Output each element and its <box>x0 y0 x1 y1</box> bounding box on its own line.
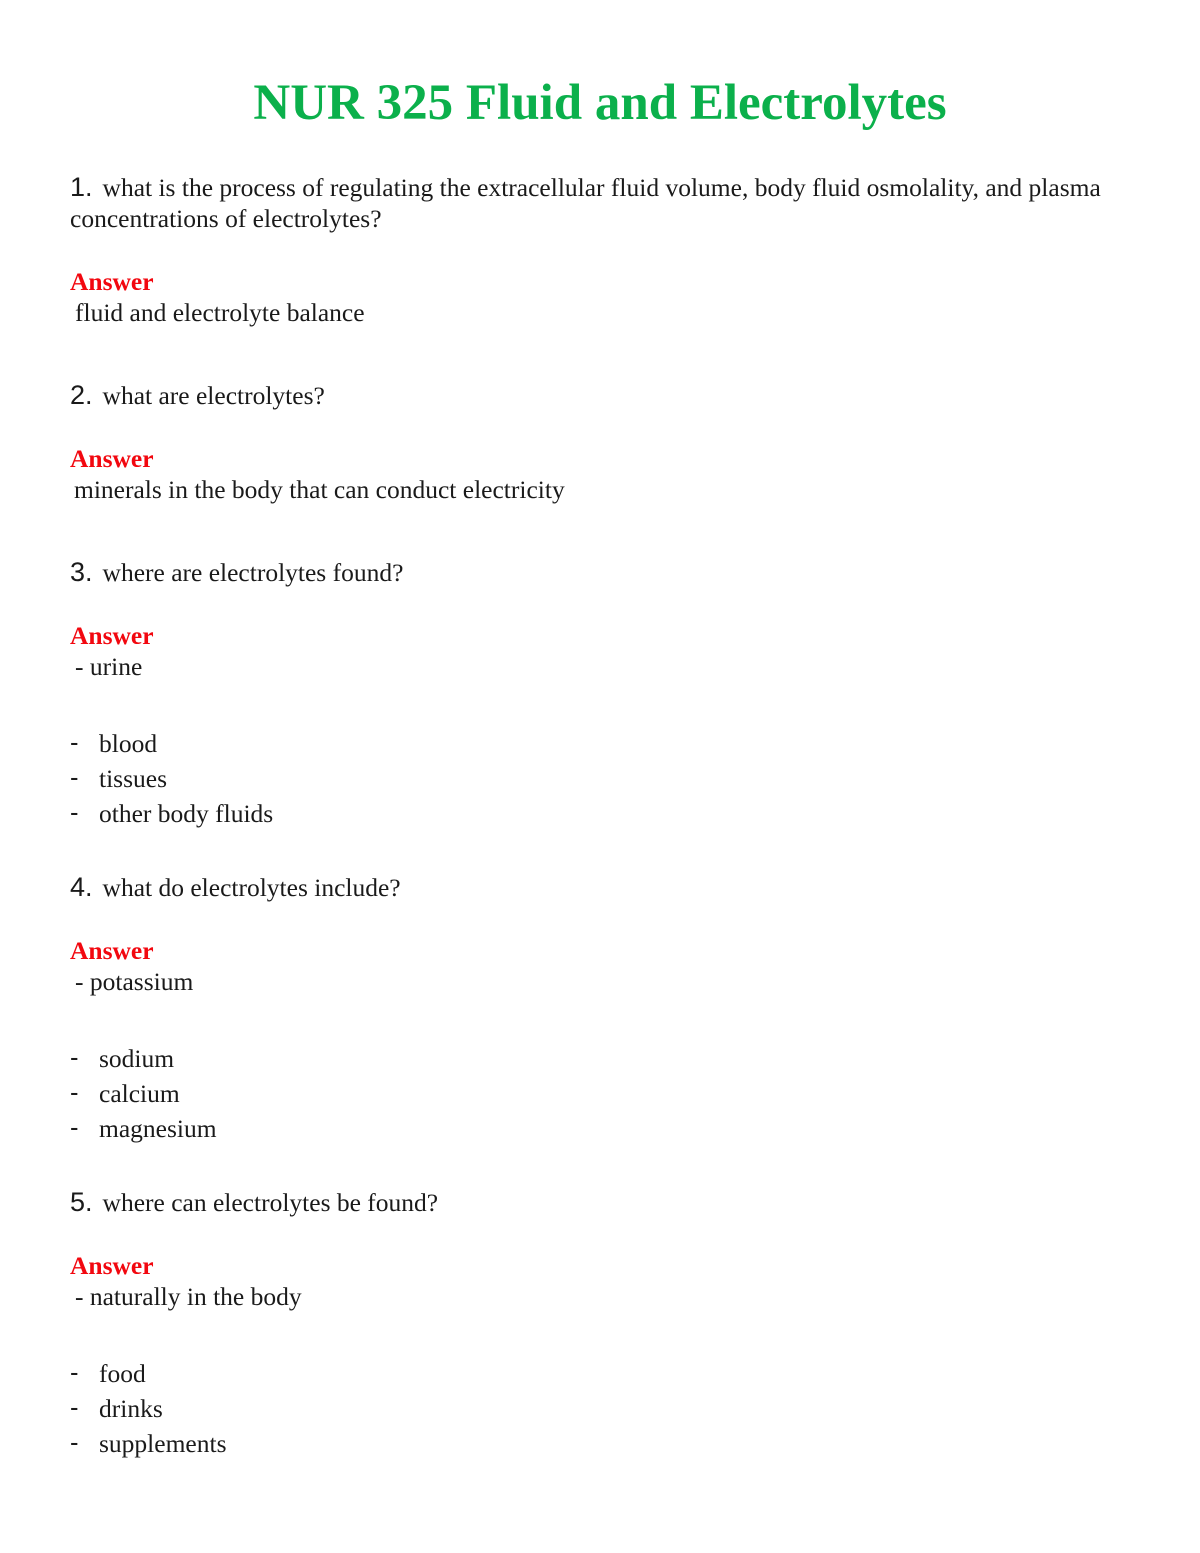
list-item-text: tissues <box>99 764 168 793</box>
question-body: where can electrolytes be found? <box>102 1188 439 1217</box>
answer-text: - potassium <box>75 967 194 996</box>
answer-label: Answer <box>70 267 154 296</box>
list-item <box>70 1041 1120 1076</box>
answer-text: - naturally in the body <box>75 1282 302 1311</box>
list-item-text: blood <box>99 729 158 758</box>
dash-bullet: - <box>70 764 79 792</box>
list-item-text: sodium <box>99 1044 175 1073</box>
question-text <box>70 172 1120 234</box>
dash-bullet: - <box>70 1044 79 1072</box>
list-item-text: supplements <box>99 1429 227 1458</box>
question-block-2 <box>70 380 1120 505</box>
question-number: 5. <box>70 1187 93 1217</box>
answer-text: fluid and electrolyte balance <box>75 298 365 327</box>
list-item-text: food <box>99 1359 146 1388</box>
list-item <box>70 1111 1120 1146</box>
list-item <box>70 1356 1120 1391</box>
question-block-5 <box>70 1187 1120 1461</box>
question-block-4 <box>70 872 1120 1146</box>
question-text <box>70 380 1120 411</box>
answer-label: Answer <box>70 621 154 650</box>
answer-label: Answer <box>70 1251 154 1280</box>
question-number: 2. <box>70 380 93 410</box>
question-body: what do electrolytes include? <box>102 873 401 902</box>
dash-bullet: - <box>70 729 79 757</box>
list-item-text: other body fluids <box>99 799 274 828</box>
dash-bullet: - <box>70 1114 79 1142</box>
question-body: where are electrolytes found? <box>102 558 404 587</box>
list-item <box>70 1391 1120 1426</box>
list-item <box>70 796 1120 831</box>
question-text <box>70 872 1120 903</box>
question-body: what are electrolytes? <box>102 381 325 410</box>
list-item-text: calcium <box>99 1079 180 1108</box>
list-item-text: magnesium <box>99 1114 217 1143</box>
question-text <box>70 1187 1120 1218</box>
dash-bullet: - <box>70 799 79 827</box>
page-title: NUR 325 Fluid and Electrolytes <box>253 75 947 131</box>
dash-bullet: - <box>70 1394 79 1422</box>
answer-text: minerals in the body that can conduct electricity <box>74 475 565 504</box>
question-body: what is the process of regulating the extracellular fluid volume, body fluid osmolality, and plasma concentrations of electrolytes? <box>70 173 1101 233</box>
list-item-text: drinks <box>99 1394 163 1423</box>
answer-text: - urine <box>75 652 143 681</box>
question-number: 3. <box>70 557 93 587</box>
question-text <box>70 557 1120 588</box>
list-item <box>70 1076 1120 1111</box>
dash-bullet: - <box>70 1359 79 1387</box>
list-item <box>70 1426 1120 1461</box>
dash-bullet: - <box>70 1429 79 1457</box>
question-number: 4. <box>70 872 93 902</box>
answer-list <box>70 726 1120 831</box>
answer-list <box>70 1041 1120 1146</box>
answer-label: Answer <box>70 936 154 965</box>
answer-list <box>70 1356 1120 1461</box>
list-item <box>70 761 1120 796</box>
question-block-3 <box>70 557 1120 831</box>
question-number: 1. <box>70 172 93 202</box>
question-block-1 <box>70 172 1120 328</box>
list-item <box>70 726 1120 761</box>
dash-bullet: - <box>70 1079 79 1107</box>
answer-label: Answer <box>70 444 154 473</box>
